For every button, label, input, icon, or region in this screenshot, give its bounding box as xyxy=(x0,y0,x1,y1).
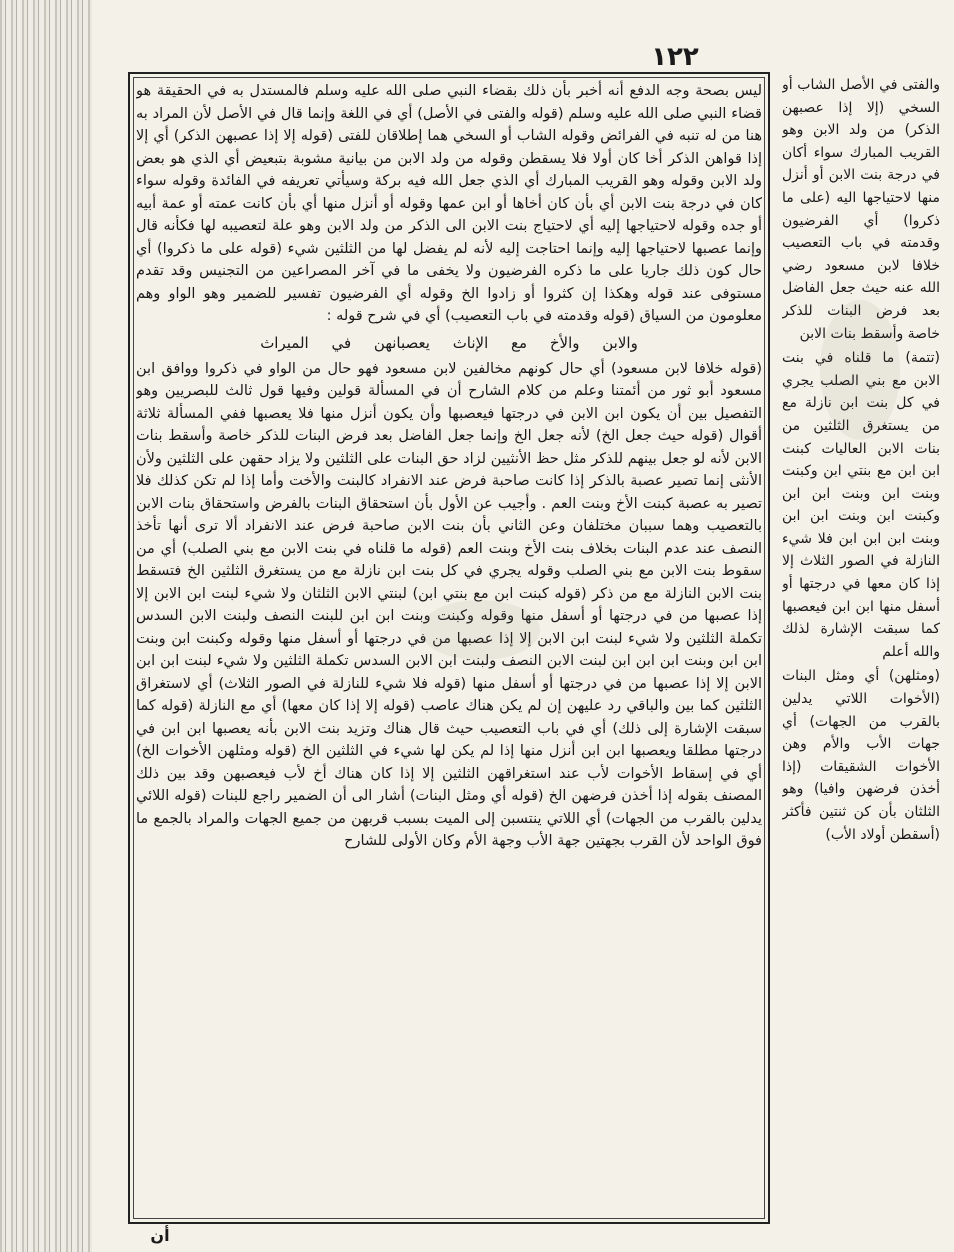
page-number: ١٢٢ xyxy=(651,42,699,72)
margin-paragraph-2: (تتمة) ما قلناه في بنت الابن مع بني الصلب يجري في كل بنت ابن نازلة مع من يستغرق الثلثين من بنات الابن العاليات كبنت ابن ابن مع بنتي ابن وكبنت وبنت ابن وبنت ابن ابن وكبنت ابن وبنت ابن ابن وبنت ابن ابن ابن فلا شيء النازلة في الصور الثلاث إلا إذا كان معها في درجتها أو أسفل منها ابن ابن فيعصبها كما سبقت الإشارة لذلك والله أعلم xyxy=(782,350,940,660)
main-paragraph-2: (قوله خلافا لابن مسعود) أي حال كونهم مخالفين لابن مسعود فهو حال من الواو في ذكروا ووافق ابن مسعود أبو ثور من أئمتنا وعلم من كلام الشارح أن في المسألة قولين وفيها قول ثالث للبصريين وهو التفصيل بين أن يكون ابن الابن في درجتها فيعصبها وأن يكون أنزل منها فلا يعصبها ففي المسألة ثلاثة أقوال (قوله حيث جعل الخ) لأنه جعل الخ وإنما جعل الفاضل بعد فرض البنات للذكر خاصة وأسقط بنات الابن لأنه لو جعل بينهم للذكر مثل حظ الأنثيين لزاد حق البنات على الثلثين ولا يزاد حقهن على الثلثين ولأن الأنثى إنما تصير عصبة بالذكر إذا كانت صاحبة فرض عند الانفراد كالبنت والأخت وأما إذا لم تكن كذلك فلا تصير به عصبة كبنت الأخ وبنت العم . وأجيب عن الأول بأن استحقاق البنات بالفرض واستحقاق بنات الابن بالتعصيب وهما سببان مختلفان وعن الثاني بأن بنت الابن صاحبة فرض عند الانفراد ألا ترى أنها تأخذ النصف عند عدم البنات بخلاف بنت الأخ وبنت العم (قوله ما قلناه في بنت الابن مع بني الصلب) أي من سقوط بنت الابن مع بني الصلب وقوله يجري في كل بنت ابن نازلة مع من يستغرق الثلثين الخ فتسقط بنت الابن النازلة مع من ذكر (قوله كبنت ابن مع بنتي ابن) لبنتي الابن الثلثان ولا شيء لبنت ابن الابن إلا إذا عصبها من في درجتها أو أسفل منها وقوله وكبنت وبنت ابن ابن للبنت النصف ولبنت الابن السدس تكملة الثلثين ولا شيء لبنت ابن الابن إلا إذا عصبها من في درجتها أو أسفل منها وقوله وكبنت ابن وبنت ابن ابن وبنت ابن ابن ابن لبنت الابن النصف ولبنت ابن الابن السدس تكملة الثلثين ولا شيء لبنت ابن ابن الابن إلا إذا عصبها من في درجتها أو أسفل منها (قوله فلا شيء للنازلة في الصور الثلاث) أي لاستغراق الثلثين كما بين والباقي رد عليهن إن لم يكن هناك عاصب (قوله إلا إذا كان معها) أي مع النازلة (قوله كما سبقت الإشارة إلى ذلك) أي في باب التعصيب حيث قال هناك وتزيد بنت الابن بأنه يعصبها ابن ابن في درجتها مطلقا ويعصبها ابن ابن أنزل منها إذا لم يكن لها شيء في الثلثين الخ (قوله ومثلهن الأخوات الخ) أي في إسقاط الأخوات لأب عند استغراقهن الثلثين إلا إذا كان هناك أخ لأب فيعصبهن وقد بين ذلك المصنف بقوله إذا أخذن فرضهن الخ (قوله أي ومثل البنات) أشار الى أن الضمير راجع للبنات (قوله اللائي يدلين بالقرب من الجهات) أي اللاتي ينتسبن إلى الميت بسبب قربهن من جميع الجهات والمراد بالجمع ما فوق الواحد لأن القرب بجهتين جهة الأب وجهة الأم وكان الأولى للشارح xyxy=(136,360,762,849)
margin-paragraph-1: والفتى في الأصل الشاب أو السخي (إلا إذا عصبهن الذكر) من ولد الابن وهو القريب المبارك سواء أكان في درجة بنت الابن أو أنزل منها لاحتياجها اليه (على ما ذكروا) أي الفرضيون وقدمته في باب التعصيب خلافا لابن مسعود رضي الله عنه حيث جعل الفاضل بعد فرض البنات للذكر خاصة وأسقط بنات الابن xyxy=(782,77,940,342)
catchword: أن xyxy=(150,1226,170,1245)
main-paragraph-1: ليس بصحة وجه الدفع أنه أخبر بأن ذلك بقضاء النبي صلى الله عليه وسلم فالمستدل به في الحقيقة هو قضاء النبي صلى الله عليه وسلم (قوله والفتى في الأصل) أي في اللغة وإنما قال في الأصل لأن المراد به هنا من له تنبه في الفرائض وقوله الشاب أو السخي هما إطلاقان للفتى (قوله إلا إذا عصبهن الذكر) أي إلا إذا قواهن الذكر أخا كان أولا فلا يسقطن وقوله من ولد الابن من بيانية مشوبة بتبعيض أي الذي هو بعض ولد الابن وقوله وهو القريب المبارك أي الذي جعل الله فيه بركة وسيأتي تعريفه في الفائدة وقوله سواء كان في درجة بنت الابن أي بأن كان أخاها أو ابن عمها وقوله أو أنزل منها أي بأن كانت عمته أو عمة أبيه أو جده وقوله لاحتياجها إليه أي لاحتياج بنت الابن الى الذكر من ولد الابن وهو علة لتعصيبه لها فكأنه قال وإنما عصبها لاحتياجها إليه وإنما احتاجت إليه لأنه لم يفضل لها من الثلثين شيء (قوله على ما ذكروا) أي حال كون ذلك جاريا على ما ذكره الفرضيون ولا يخفى ما في آخر المصراعين من التجنيس وقد تقدم مستوفى عند قوله وهكذا إن كثروا أو زادوا الخ وقوله أي الفرضيون تفسير للضمير وهو الواو وهم معلومون من السياق (قوله وقدمته في باب التعصيب) أي في شرح قوله : xyxy=(136,83,762,324)
quoted-verse: والابن والأخ مع الإناث يعصبانهن في الميراث xyxy=(260,333,638,352)
margin-base-text xyxy=(782,74,940,1214)
page-binding-edge xyxy=(0,0,92,1252)
margin-paragraph-3: (ومثلهن) أي ومثل البنات (الأخوات اللاتي يدلين بالقرب من الجهات) أي جهات الأب والأم وهن الأخوات الشقيقات (إذا أخذن فرضهن وافيا) وهو الثلثان بأن كن ثنتين فأكثر (أسقطن أولاد الأب) xyxy=(782,668,940,843)
paper-stain xyxy=(420,600,540,660)
paper-stain xyxy=(820,300,900,440)
